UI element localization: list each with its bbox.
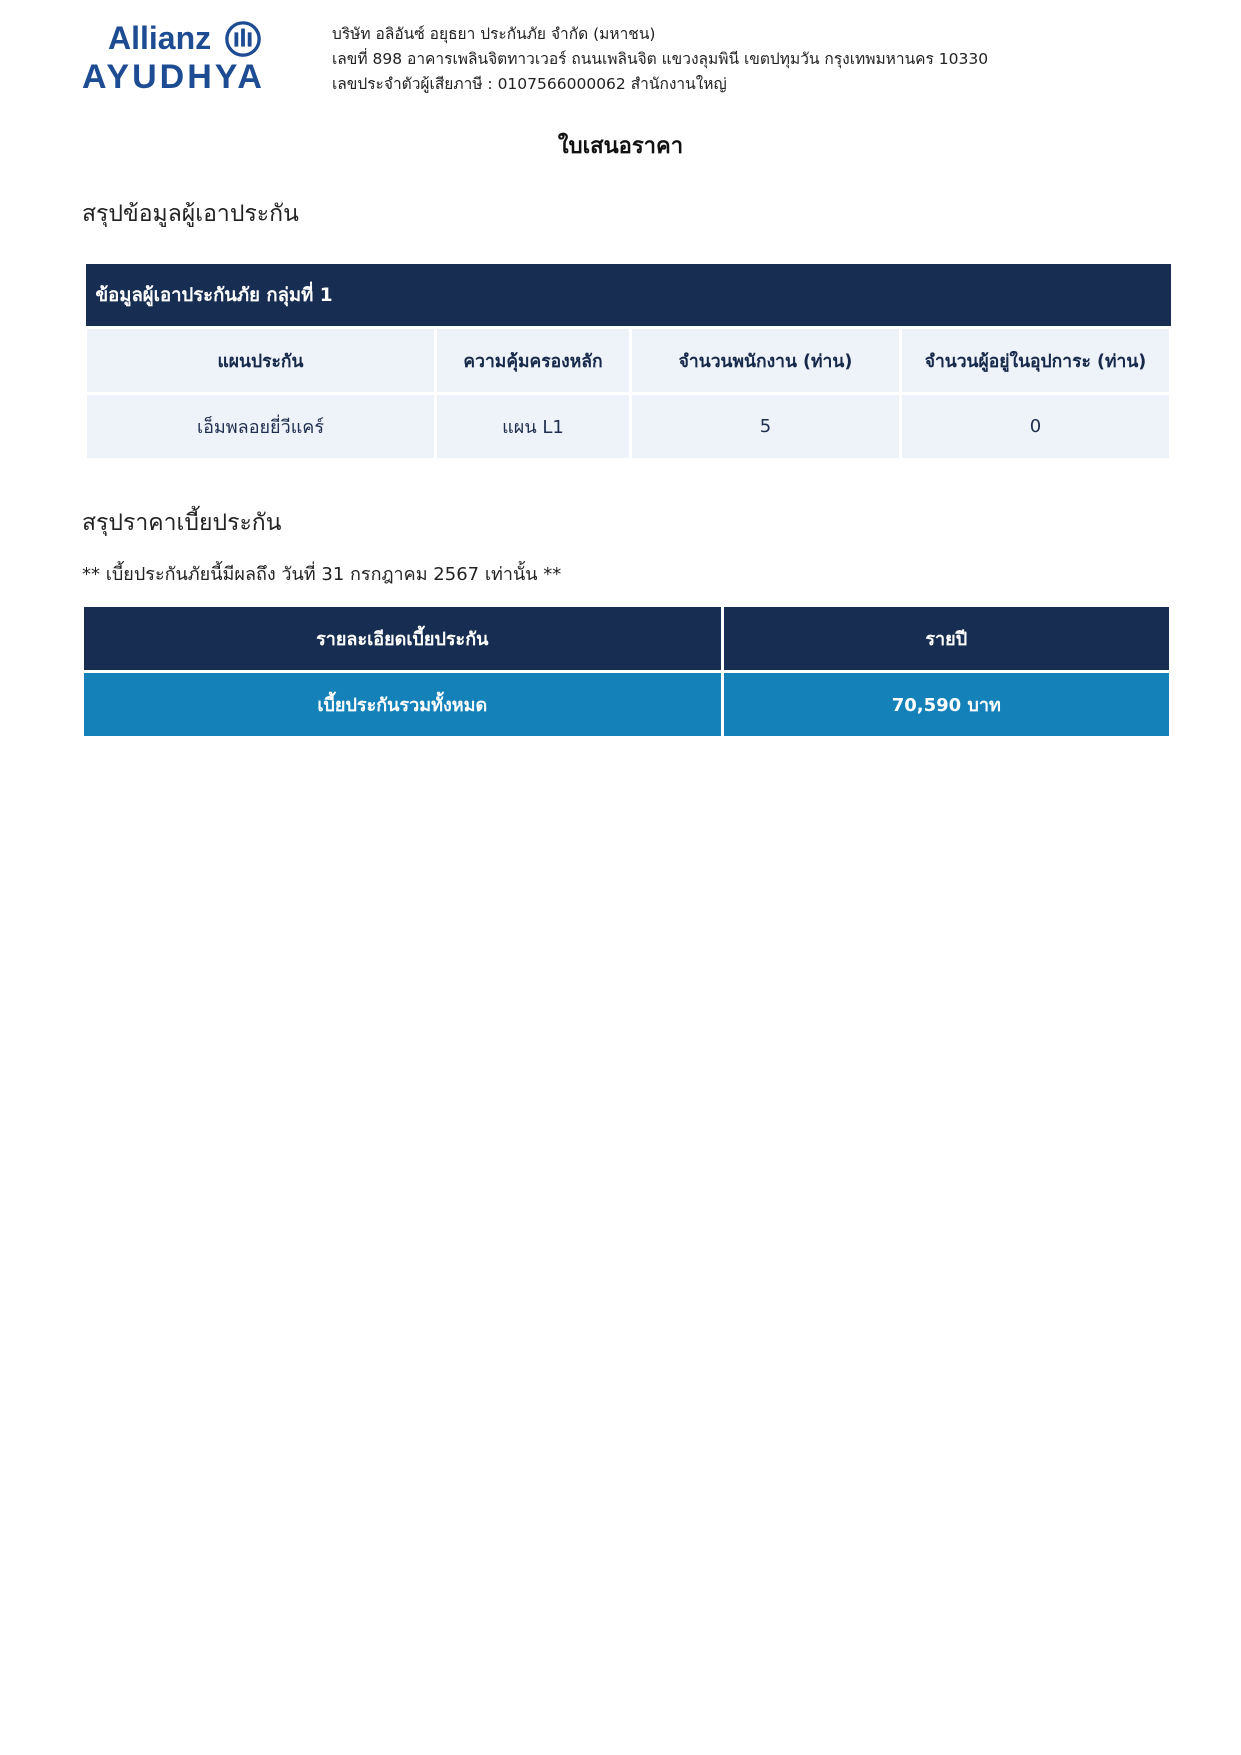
group-heading-row <box>86 264 1171 328</box>
premium-summary-title: สรุปราคาเบี้ยประกัน <box>82 510 282 536</box>
logo-brand-top: Allianz <box>108 20 212 56</box>
column-header-dependents: จำนวนผู้อยู่ในอุปการะ (ท่าน) <box>901 328 1171 394</box>
total-premium-value: 70,590 บาท <box>722 672 1169 737</box>
logo-brand-bottom: AYUDHYA <box>82 58 265 96</box>
company-address-line: เลขที่ 898 อาคารเพลินจิตทาวเวอร์ ถนนเพลินจิต แขวงลุมพินี เขตปทุมวัน กรุงเทพมหานคร 10330 <box>332 50 989 68</box>
company-taxid-line: เลขประจำตัวผู้เสียภาษี : 0107566000062 สำนักงานใหญ่ <box>332 75 727 93</box>
allianz-emblem-icon <box>224 20 262 58</box>
column-header-plan: แผนประกัน <box>86 328 436 394</box>
cell-employees: 5 <box>631 394 901 460</box>
insured-summary-title: สรุปข้อมูลผู้เอาประกัน <box>82 201 299 227</box>
premium-table <box>84 607 1169 736</box>
table-row <box>86 394 1171 460</box>
total-premium-label: เบี้ยประกันรวมทั้งหมด <box>84 672 722 737</box>
column-header-coverage: ความคุ้มครองหลัก <box>436 328 631 394</box>
allianz-ayudhya-logo <box>82 18 294 96</box>
cell-plan: เอ็มพลอยยี่วีแคร์ <box>86 394 436 460</box>
insured-group-table <box>84 264 1172 461</box>
company-name-line: บริษัท อลิอันซ์ อยุธยา ประกันภัย จำกัด (มหาชน) <box>332 25 656 43</box>
document-header <box>82 18 1182 100</box>
column-header-annual: รายปี <box>722 607 1169 672</box>
premium-validity-note: ** เบี้ยประกันภัยนี้มีผลถึง วันที่ 31 กรกฎาคม 2567 เท่านั้น ** <box>82 564 562 585</box>
column-header-row <box>86 328 1171 394</box>
company-info <box>332 22 988 97</box>
group-heading: ข้อมูลผู้เอาประกันภัย กลุ่มที่ 1 <box>86 264 1171 328</box>
cell-coverage: แผน L1 <box>436 394 631 460</box>
premium-header-row <box>84 607 1169 672</box>
document-title: ใบเสนอราคา <box>557 134 684 159</box>
cell-dependents: 0 <box>901 394 1171 460</box>
column-header-employees: จำนวนพนักงาน (ท่าน) <box>631 328 901 394</box>
column-header-premium-detail: รายละเอียดเบี้ยประกัน <box>84 607 722 672</box>
premium-total-row <box>84 672 1169 737</box>
